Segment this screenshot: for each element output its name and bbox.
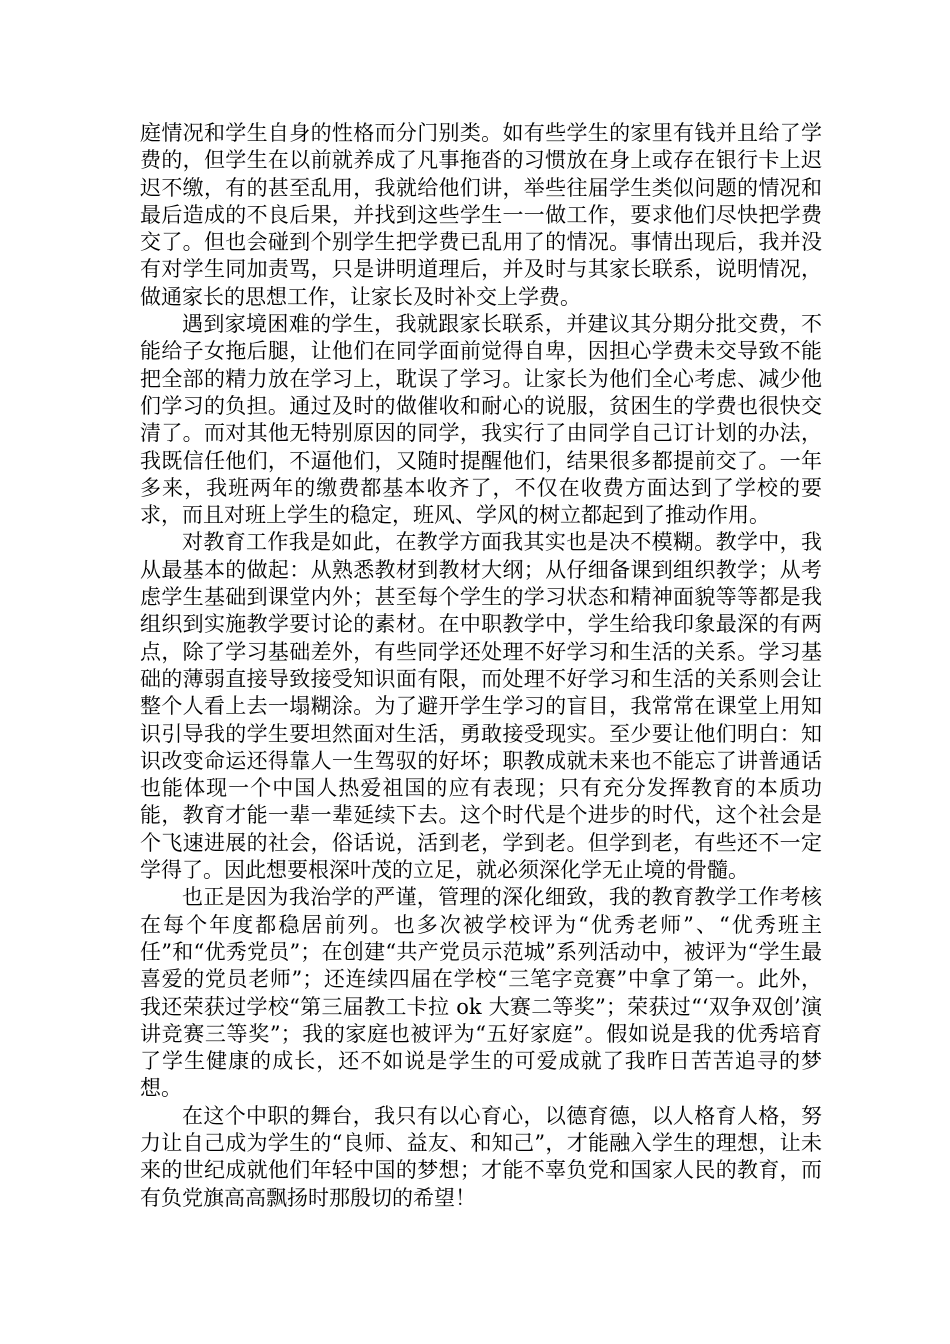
paragraph-3: 对教育工作我是如此，在教学方面我其实也是决不模糊。教学中，我从最基本的做起：从熟悉教材到教材大纲；从仔细备课到组织教学；从考虑学生基础到课堂内外；甚至每个学生的学习状态和精神面貌等等都是我组织到实施教学要讨论的素材。在中职教学中，学生给我印象最深的有两点，除了学习基础差外，有些同学还处理不好学习和生活的关系。学习基础的薄弱直接导致接受知识面有限，而处理不好学习和生活的关系则会让整个人看上去一塌糊涂。为了避开学生学习的盲目，我常常在课堂上用知识引导我的学生要坦然面对生活，勇敢接受现实。至少要让他们明白：知识改变命运还得靠人一生驾驭的好坏；职教成就未来也不能忘了讲普通话也能体现一个中国人热爱祖国的应有表现；只有充分发挥教育的本质功能，教育才能一辈一辈延续下去。这个时代是个进步的时代，这个社会是个飞速进展的社会，俗话说，活到老，学到老。但学到老，有些还不一定学得了。因此想要根深叶茂的立足，就必须深化学无止境的骨髓。 [140, 530, 822, 883]
paragraph-4: 也正是因为我治学的严谨，管理的深化细致，我的教育教学工作考核在每个年度都稳居前列。也多次被学校评为“优秀老师”、“优秀班主任”和“优秀党员”；在创建“共产党员示范城”系列活动中，被评为“学生最喜爱的党员老师”；还连续四届在学校“三笔字竞赛”中拿了第一。此外，我还荣获过学校“第三届教工卡拉 ok 大赛二等奖”；荣获过“‘双争双创’演讲竞赛三等奖”；我的家庭也被评为“五好家庭”。假如说是我的优秀培育了学生健康的成长，还不如说是学生的可爱成就了我昨日苦苦追寻的梦想。 [140, 885, 822, 1101]
paragraph-1: 庭情况和学生自身的性格而分门别类。如有些学生的家里有钱并且给了学费的，但学生在以前就养成了凡事拖沓的习惯放在身上或存在银行卡上迟迟不缴，有的甚至乱用，我就给他们讲，举些往届学生类似问题的情况和最后造成的不良后果，并找到这些学生一一做工作，要求他们尽快把学费交了。但也会碰到个别学生把学费已乱用了的情况。事情出现后，我并没有对学生同加责骂，只是讲明道理后，并及时与其家长联系，说明情况，做通家长的思想工作，让家长及时补交上学费。 [140, 121, 822, 309]
paragraph-5: 在这个中职的舞台，我只有以心育心，以德育德，以人格育人格，努力让自己成为学生的“良师、益友、和知己”，才能融入学生的理想，让未来的世纪成就他们年轻中国的梦想；才能不辜负党和国家人民的教育，而有负党旗高高飘扬时那殷切的希望！ [140, 1103, 822, 1210]
document-page [140, 120, 822, 1212]
paragraph-2: 遇到家境困难的学生，我就跟家长联系，并建议其分期分批交费，不能给子女拖后腿，让他们在同学面前觉得自卑，因担心学费未交导致不能把全部的精力放在学习上，耽误了学习。让家长为他们全心考虑、减少他们学习的负担。通过及时的做催收和耐心的说服，贫困生的学费也很快交清了。而对其他无特别原因的同学，我实行了由同学自己订计划的办法，我既信任他们，不逼他们，又随时提醒他们，结果很多都提前交了。一年多来，我班两年的缴费都基本收齐了，不仅在收费方面达到了学校的要求，而且对班上学生的稳定，班风、学风的树立都起到了推动作用。 [140, 312, 822, 528]
